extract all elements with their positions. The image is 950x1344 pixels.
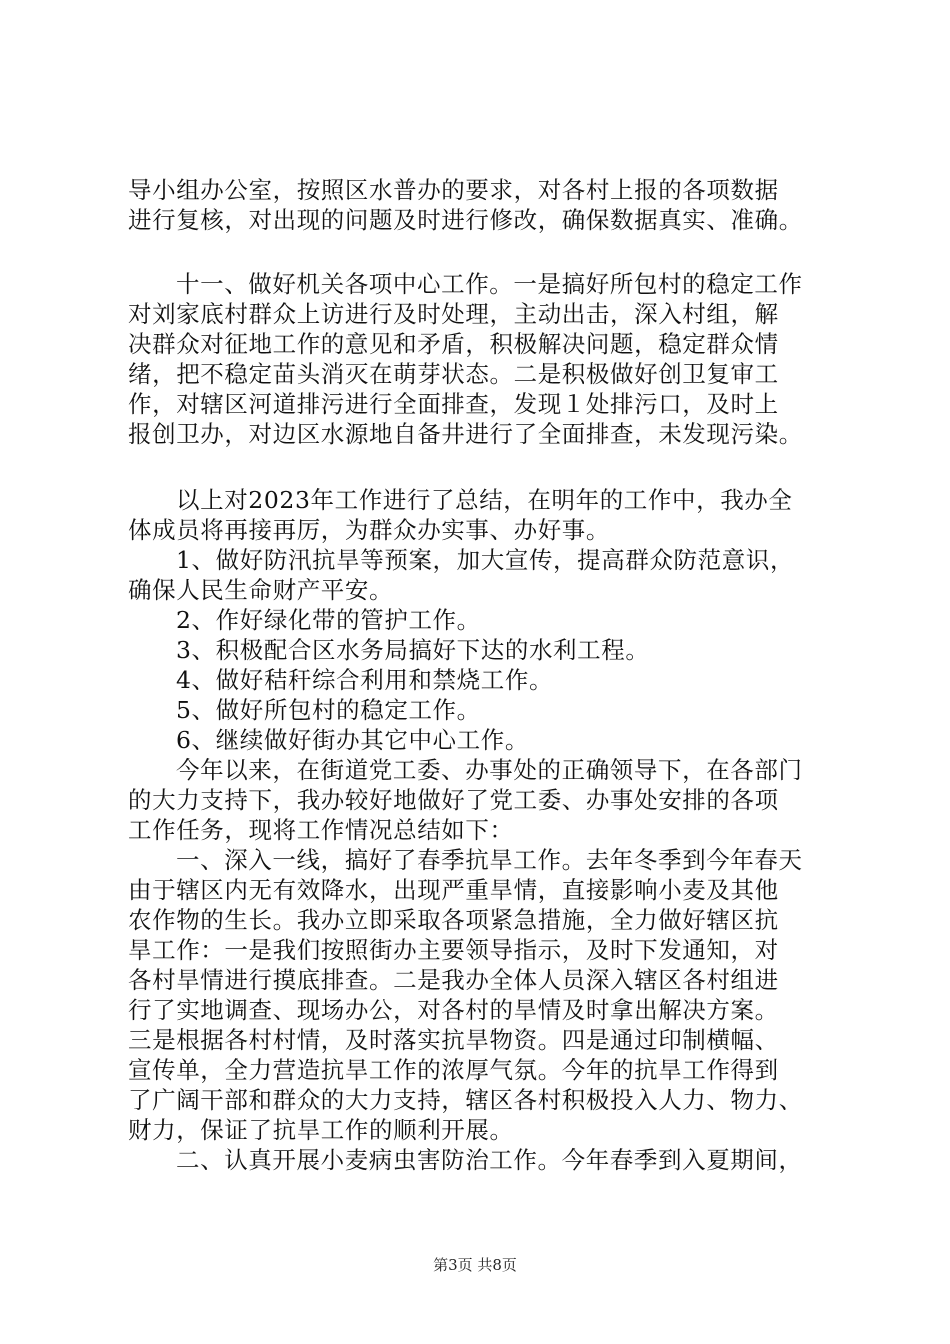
list-item: 5、做好所包村的稳定工作。 xyxy=(176,696,481,724)
text-line: 绪，把不稳定苗头消灭在萌芽状态。二是积极做好创卫复审工 xyxy=(128,360,779,388)
list-item: 1、做好防汛抗旱等预案，加大宣传，提高群众防范意识， xyxy=(176,546,795,574)
text-line: 体成员将再接再厉，为群众办实事、办好事。 xyxy=(128,516,610,544)
text-line: 宣传单，全力营造抗旱工作的浓厚气氛。今年的抗旱工作得到 xyxy=(128,1056,779,1084)
text-line: 由于辖区内无有效降水，出现严重旱情，直接影响小麦及其他 xyxy=(128,876,779,904)
text-line: 今年以来，在街道党工委、办事处的正确领导下，在各部门 xyxy=(176,756,803,784)
text-line: 进行复核，对出现的问题及时进行修改，确保数据真实、准确。 xyxy=(128,206,803,234)
text-line: 农作物的生长。我办立即采取各项紧急措施，全力做好辖区抗 xyxy=(128,906,779,934)
text-line: 各村旱情进行摸底排查。二是我办全体人员深入辖区各村组进 xyxy=(128,966,779,994)
text-line: 的大力支持下，我办较好地做好了党工委、办事处安排的各项 xyxy=(128,786,779,814)
text-line: 行了实地调查、现场办公，对各村的旱情及时拿出解决方案。 xyxy=(128,996,779,1024)
text-line: 了广阔干部和群众的大力支持，辖区各村积极投入人力、物力、 xyxy=(128,1086,803,1114)
text-line: 对刘家底村群众上访进行及时处理，主动出击，深入村组，解 xyxy=(128,300,779,328)
paragraph-data-review xyxy=(128,175,828,235)
text-line: 决群众对征地工作的意见和矛盾，积极解决问题，稳定群众情 xyxy=(128,330,779,358)
text-line: 三是根据各村村情，及时落实抗旱物资。四是通过印制横幅、 xyxy=(128,1026,779,1054)
list-item: 2、作好绿化带的管护工作。 xyxy=(176,606,481,634)
text-line: 十一、做好机关各项中心工作。一是搞好所包村的稳定工作 xyxy=(176,270,803,298)
list-item: 6、继续做好街办其它中心工作。 xyxy=(176,726,529,754)
paragraph-summary-and-plans xyxy=(128,485,828,1175)
text-line: 作，对辖区河道排污进行全面排查，发现１处排污口，及时上 xyxy=(128,390,779,418)
text-line: 旱工作：一是我们按照街办主要领导指示，及时下发通知，对 xyxy=(128,936,779,964)
text-line: 导小组办公室，按照区水普办的要求，对各村上报的各项数据 xyxy=(128,176,779,204)
text-line: 财力，保证了抗旱工作的顺利开展。 xyxy=(128,1116,514,1144)
text-line: 报创卫办，对边区水源地自备井进行了全面排查，未发现污染。 xyxy=(128,420,803,448)
text-line: 确保人民生命财产平安。 xyxy=(128,576,394,604)
text-line: 二、认真开展小麦病虫害防治工作。今年春季到入夏期间， xyxy=(176,1146,803,1174)
text-line: 工作任务，现将工作情况总结如下： xyxy=(128,816,514,844)
text-line: 以上对2023年工作进行了总结，在明年的工作中，我办全 xyxy=(176,486,793,514)
page-number-footer: 第3页 共8页 xyxy=(433,1256,517,1274)
list-item: 3、积极配合区水务局搞好下达的水利工程。 xyxy=(176,636,650,664)
list-item: 4、做好秸秆综合利用和禁烧工作。 xyxy=(176,666,554,694)
paragraph-section-eleven xyxy=(128,269,828,449)
text-line: 一、深入一线，搞好了春季抗旱工作。去年冬季到今年春天 xyxy=(176,846,803,874)
